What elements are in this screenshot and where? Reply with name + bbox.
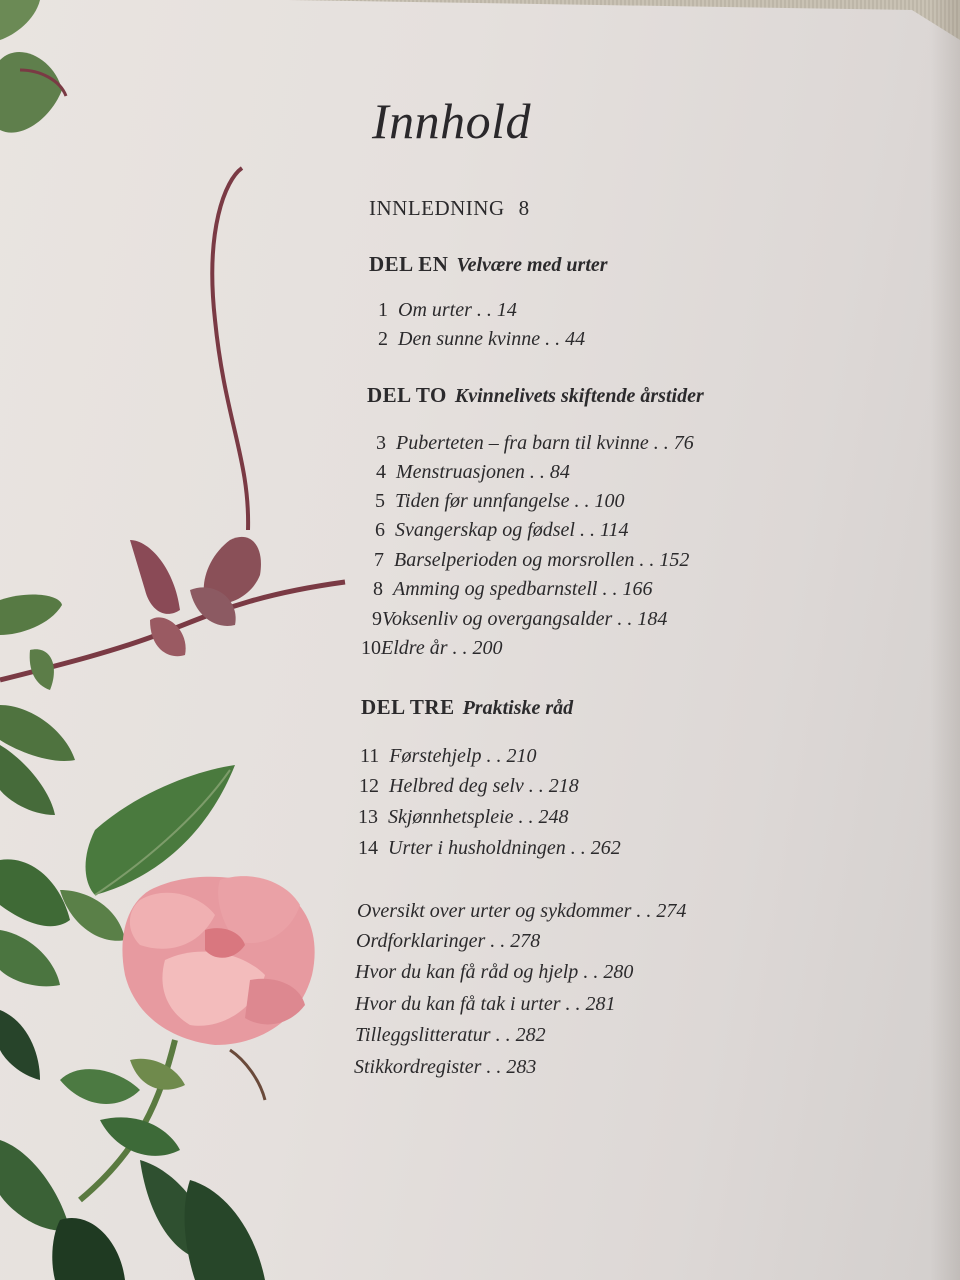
chapter-number: 4: [376, 461, 386, 483]
chapter-number: 1: [378, 299, 388, 321]
chapter-leader: . .: [545, 328, 561, 350]
chapter-number: 11: [360, 745, 380, 767]
chapter-page: 218: [548, 775, 579, 797]
appendix-title: Stikkordregister: [354, 1056, 482, 1078]
chapter-page: 100: [594, 490, 625, 512]
appendix-leader: . .: [490, 930, 506, 952]
intro-entry: [369, 196, 530, 221]
chapter-number: 9: [372, 608, 382, 630]
chapter-title: Urter i husholdningen: [388, 837, 566, 859]
chapter-leader: . .: [518, 806, 534, 828]
chapter-entry: [378, 328, 585, 351]
appendix-leader: . .: [565, 993, 581, 1015]
chapter-leader: . .: [570, 837, 586, 859]
part-subtitle: Praktiske råd: [462, 697, 574, 719]
appendix-entry: [355, 1024, 546, 1047]
chapter-leader: . .: [617, 608, 633, 630]
chapter-title: Førstehjelp: [389, 745, 482, 767]
chapter-title: Helbred deg selv: [389, 775, 524, 797]
chapter-title: Barselperioden og morsrollen: [394, 549, 635, 571]
chapter-title: Om urter: [398, 299, 472, 321]
appendix-page: 282: [515, 1024, 546, 1046]
chapter-leader: . .: [476, 299, 492, 321]
chapter-number: 13: [358, 806, 378, 828]
part-label: DEL TRE: [361, 695, 455, 719]
appendix-title: Hvor du kan få tak i urter: [355, 993, 561, 1015]
chapter-number: 3: [376, 432, 386, 454]
chapter-page: 152: [659, 549, 690, 571]
chapter-leader: . .: [602, 578, 618, 600]
chapter-title: Menstruasjonen: [396, 461, 525, 483]
appendix-title: Tilleggslitteratur: [355, 1024, 491, 1046]
chapter-entry: [358, 837, 621, 860]
chapter-number: 7: [374, 549, 384, 571]
chapter-title: Den sunne kvinne: [398, 328, 541, 350]
chapter-title: Voksenliv og overgangsalder: [382, 608, 613, 630]
chapter-page: 44: [565, 328, 586, 350]
appendix-entry: [354, 1056, 536, 1079]
chapter-number: 8: [373, 578, 383, 600]
chapter-page: 84: [549, 461, 570, 483]
chapter-number: 14: [358, 837, 378, 859]
chapter-page: 200: [472, 637, 503, 659]
appendix-page: 274: [656, 900, 687, 922]
chapter-entry: [359, 775, 579, 798]
appendix-leader: . .: [583, 961, 599, 983]
chapter-page: 262: [590, 837, 621, 859]
chapter-entry: [372, 608, 667, 631]
chapter-title: Svangerskap og fødsel: [395, 519, 575, 541]
appendix-leader: . .: [636, 900, 652, 922]
chapter-page: 166: [622, 578, 653, 600]
intro-label: INNLEDNING: [369, 196, 505, 220]
appendix-page: 283: [506, 1056, 537, 1078]
part-subtitle: Kvinnelivets skiftende årstider: [454, 385, 704, 407]
chapter-entry: [375, 519, 629, 542]
chapter-entry: [358, 806, 569, 829]
page-title: Innhold: [372, 93, 532, 149]
part-label: DEL EN: [369, 252, 449, 276]
appendix-leader: . .: [486, 1056, 502, 1078]
chapter-entry: [361, 637, 502, 660]
chapter-title: Tiden før unnfangelse: [395, 490, 570, 512]
appendix-entry: [356, 930, 540, 953]
part-label: DEL TO: [367, 383, 447, 407]
appendix-entry: [355, 961, 633, 984]
chapter-entry: [375, 490, 624, 513]
chapter-entry: [376, 461, 570, 484]
appendix-title: Ordforklaringer: [356, 930, 486, 952]
chapter-title: Puberteten – fra barn til kvinne: [396, 432, 649, 454]
chapter-number: 5: [375, 490, 385, 512]
chapter-entry: [378, 299, 517, 322]
chapter-number: 6: [375, 519, 385, 541]
chapter-entry: [376, 432, 694, 455]
appendix-entry: [357, 900, 686, 923]
part-heading-1: [369, 252, 608, 277]
chapter-page: 14: [496, 299, 517, 321]
appendix-leader: . .: [495, 1024, 511, 1046]
chapter-title: Eldre år: [381, 637, 448, 659]
chapter-page: 76: [673, 432, 694, 454]
chapter-number: 10: [361, 637, 381, 659]
chapter-leader: . .: [529, 461, 545, 483]
appendix-page: 280: [603, 961, 634, 983]
chapter-leader: . .: [639, 549, 655, 571]
chapter-entry: [374, 549, 689, 572]
chapter-page: 184: [637, 608, 668, 630]
chapter-number: 12: [359, 775, 379, 797]
chapter-leader: . .: [452, 637, 468, 659]
chapter-page: 248: [538, 806, 569, 828]
chapter-leader: . .: [574, 490, 590, 512]
chapter-entry: [373, 578, 652, 601]
appendix-title: Hvor du kan få råd og hjelp: [355, 961, 579, 983]
appendix-title: Oversikt over urter og sykdommer: [357, 900, 632, 922]
intro-page: 8: [518, 196, 530, 220]
chapter-title: Skjønnhetspleie: [388, 806, 514, 828]
chapter-leader: . .: [528, 775, 544, 797]
chapter-leader: . .: [486, 745, 502, 767]
chapter-entry: [360, 745, 536, 768]
chapter-leader: . .: [653, 432, 669, 454]
chapter-number: 2: [378, 328, 388, 350]
part-subtitle: Velvære med urter: [456, 254, 608, 276]
chapter-leader: . .: [579, 519, 595, 541]
part-heading-2: [367, 383, 704, 408]
appendix-page: 281: [585, 993, 616, 1015]
chapter-page: 210: [506, 745, 537, 767]
part-heading-3: [361, 695, 573, 720]
appendix-page: 278: [510, 930, 541, 952]
chapter-page: 114: [599, 519, 629, 541]
appendix-entry: [355, 993, 616, 1016]
chapter-title: Amming og spedbarnstell: [393, 578, 598, 600]
